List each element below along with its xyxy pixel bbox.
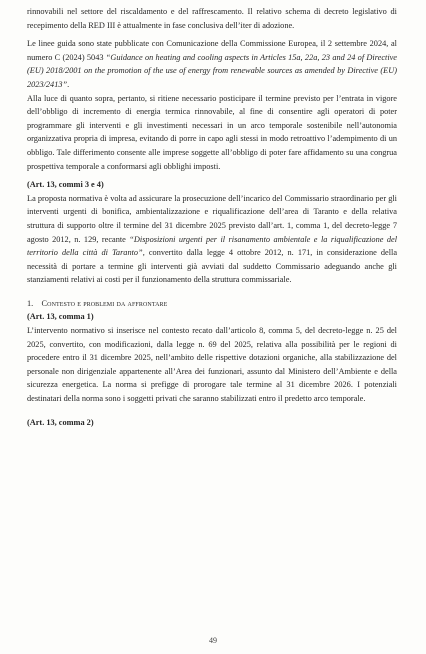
heading-art13-commi-3-4: (Art. 13, commi 3 e 4) [27,180,104,190]
page-number: 49 [209,636,217,645]
paragraph-stabilization: L’intervento normativo si inserisce nel contesto recato dall’articolo 8, comma 5, del decreto-legge n. 25 del 2025, convertito, con modificazioni, dalla legge n. 69 del 2025, relativa alla possibilità per le regioni di procedere entro il 31 dicembre 2025, nell’ambito delle rispettive dotazioni organiche, alla stabilizzazione del personale non dirigenziale appartenente all’Area dei funzionari, assunto dal Ministero dell’Ambiente e della sicurezza energetica. La norma si prefigge di prorogare tale termine al 31 dicembre 2026. I potenziali destinatari della norma sono i soggetti privati che saranno stabilizzati entro il predetto arco temporale. [27,326,397,404]
heading-art13-comma-2: (Art. 13, comma 2) [27,417,94,427]
guidelines-end: . [67,79,70,89]
section-heading [27,297,397,311]
decree-title: “Disposizioni urgenti per il risanamento ambientale e la riqualificazione del territorio della città di Taranto” [27,234,397,258]
heading-art13-comma-1: (Art. 13, comma 1) [27,312,94,322]
guidance-title: “Guidance on heating and cooling aspects in Articles 15a, 22a, 23 and 24 of Directive (EU) 2018/2001 on the promotion of the use of energy from renewable sources as amended by Directive (EU) 2023/2413” [27,52,397,89]
paragraph-postpone: Alla luce di quanto sopra, pertanto, si ritiene necessario posticipare il termine previsto per l’entrata in vigore dell’obbligo di incremento di energia termica rinnovabile, al fine di consentire agli operatori di poter programmare gli interventi e gli investimenti necessari in un arco temporale sostenibile nell’autonomia organizzativa propria di impresa, evitando di porre in capo agli stessi in modo retroattivo l’adempimento di un obbligo. Tale differimento consente alle imprese soggette all’obbligo di poter fare affidamento su una congrua prospettiva temporale a conformarsi agli obblighi imposti. [27,93,397,171]
paragraph-taranto [27,192,397,287]
paragraph-red-iii: rinnovabili nel settore del riscaldamento e del raffrescamento. Il relativo schema di decreto legislativo di recepimento della RED III è attualmente in fase conclusiva dell’iter di adozione. [27,7,397,30]
guidelines-text: Le linee guida sono state pubblicate con Comunicazione della Commissione Europea, il 2 settembre 2024, al numero C (2024) 5043 [27,39,397,62]
section-number: 1. [27,298,34,308]
taranto-text: La proposta normativa è volta ad assicurare la prosecuzione dell’incarico del Commissario straordinario per gli interventi urgenti di bonifica, ambientalizzazione e riqualificazione dell’area di Taranto e della relativa struttura di supporto oltre il termine del 31 dicembre 2025 previsto dall’art. 1, comma 1, del decreto-legge 7 agosto 2012, n. 129, recante [27,193,397,244]
section-title: Contesto e problemi da affrontare [41,298,168,308]
paragraph-guidelines [27,37,397,91]
taranto-text-end: , convertito dalla legge 4 ottobre 2012, n. 171, in considerazione della necessità di portare a termine gli interventi già avviati dal suddetto Commissario adeguando anche gli stanziamenti relativi ai costi per il funzionamento della struttura commissariale. [27,248,397,285]
document-body [27,5,397,429]
